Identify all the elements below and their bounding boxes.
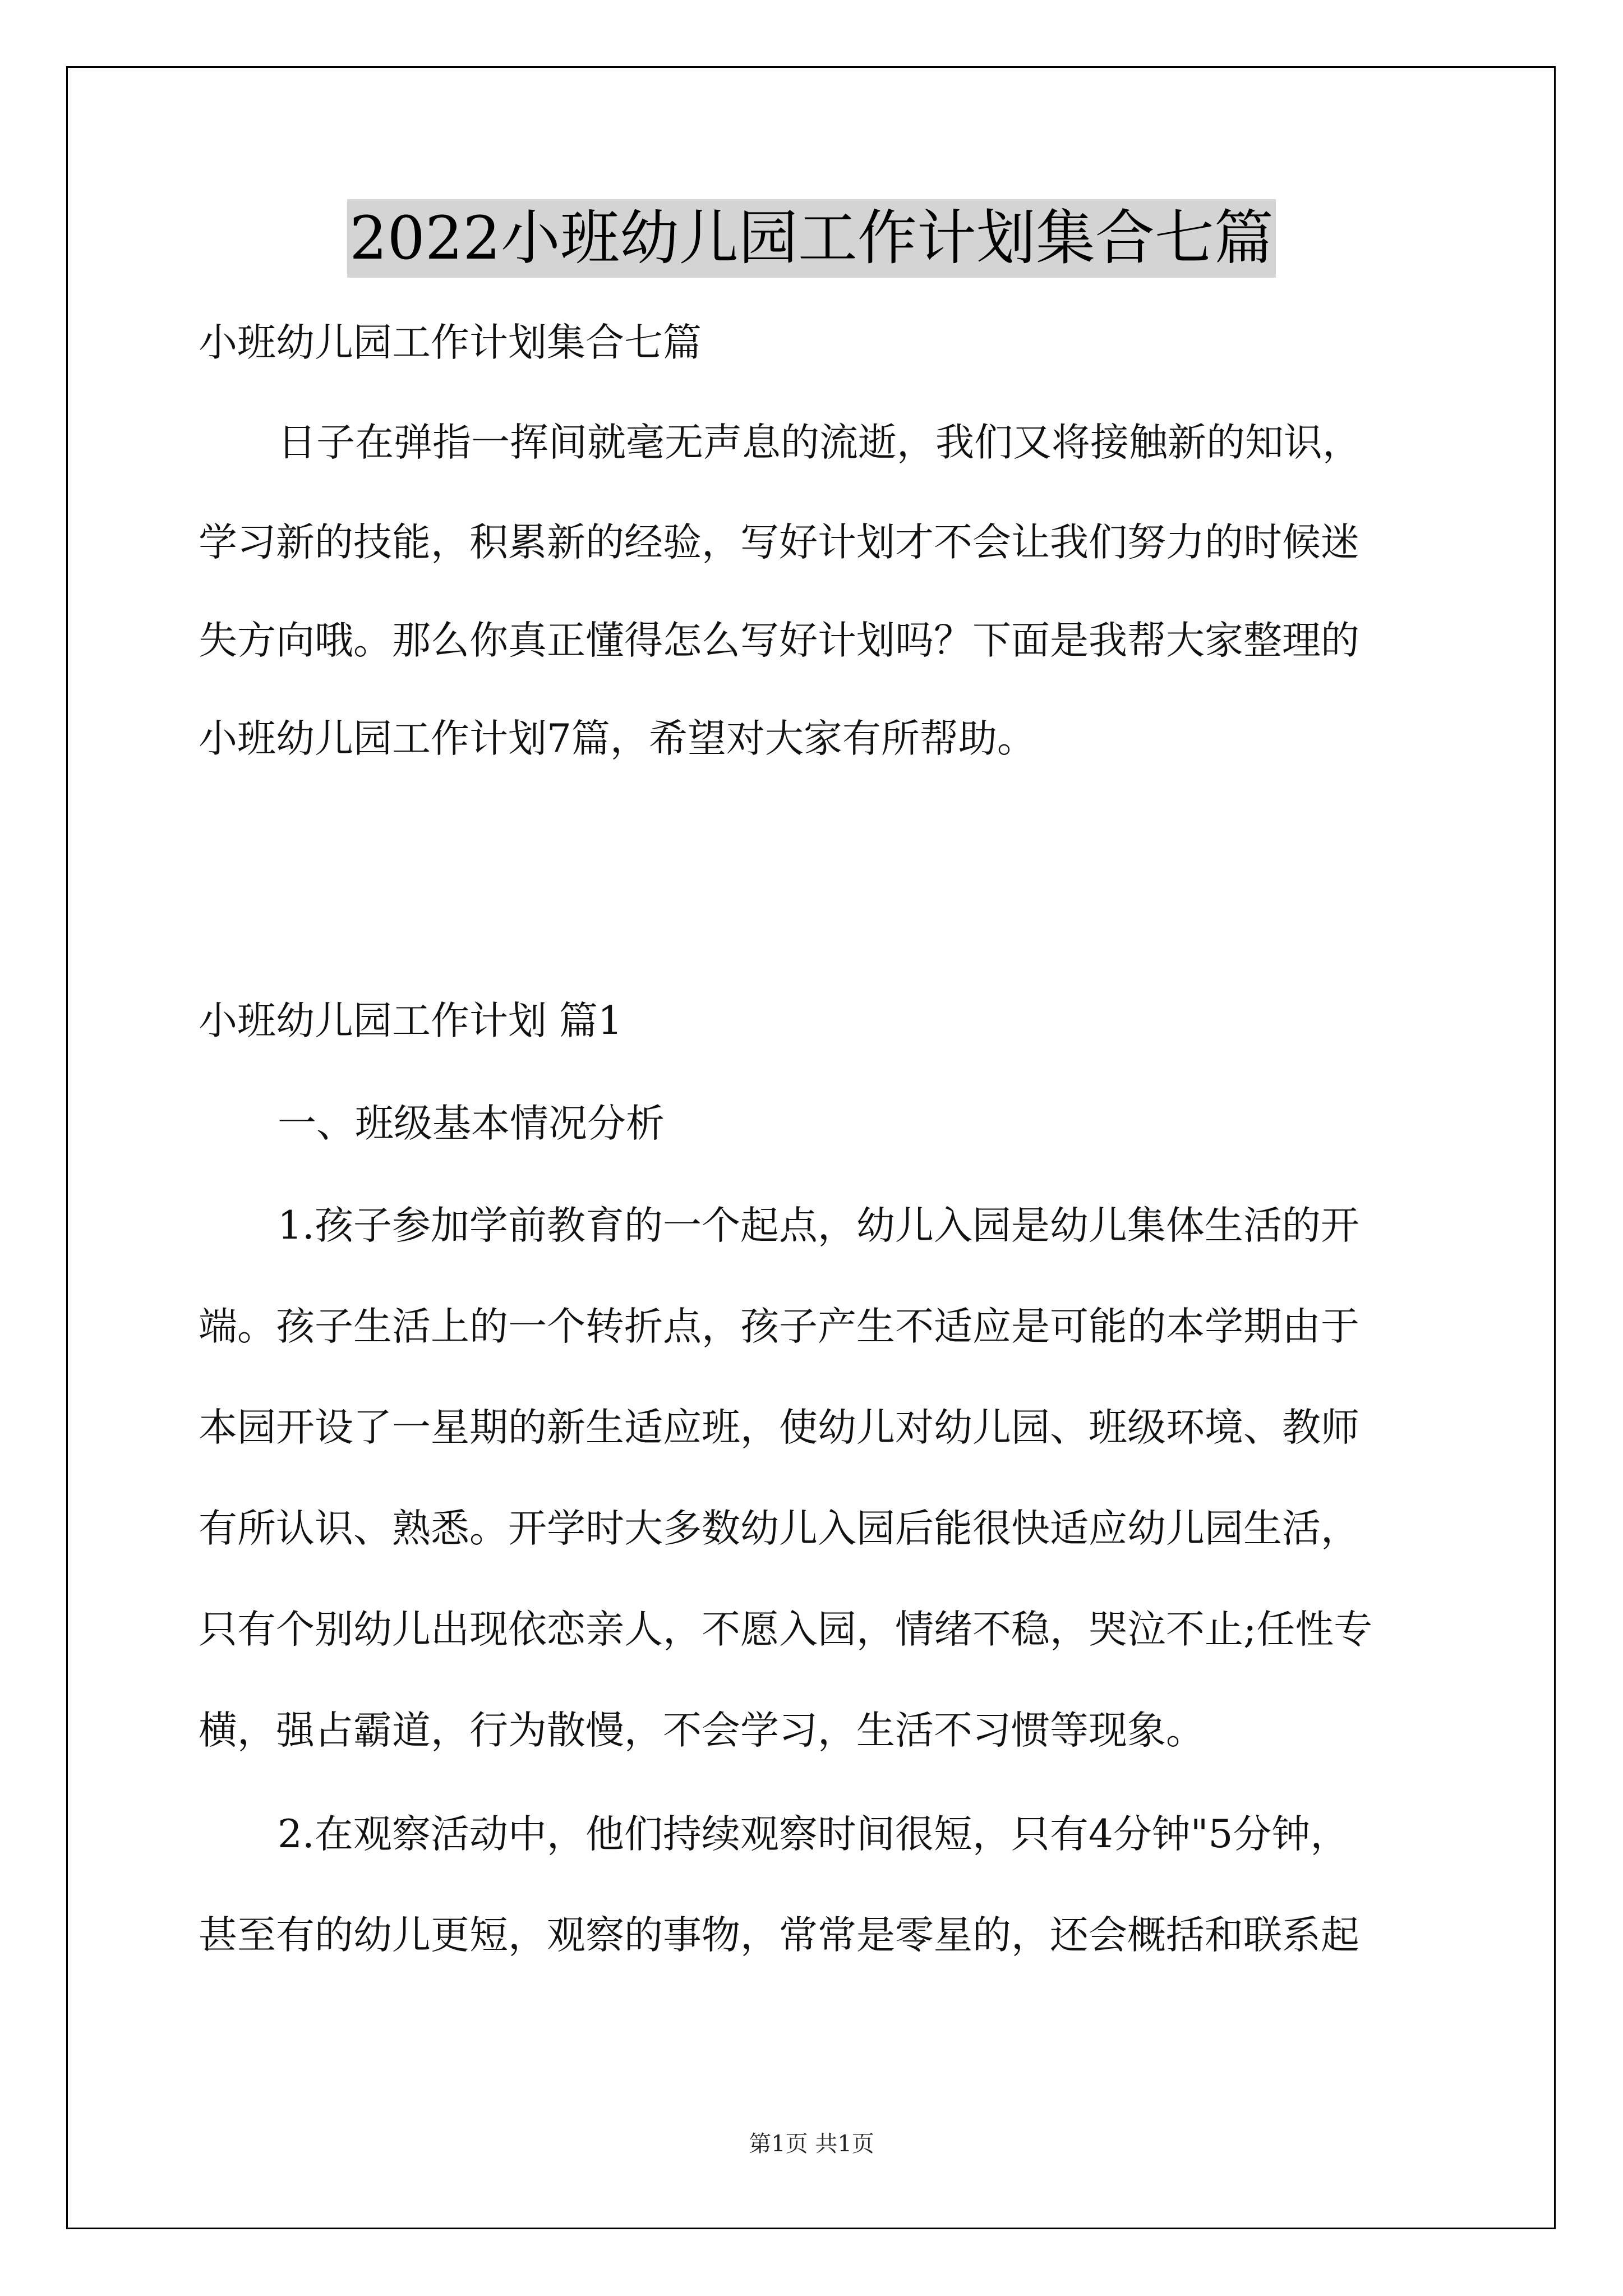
intro-line: 失方向哦。那么你真正懂得怎么写好计划吗？下面是我帮大家整理的 xyxy=(199,618,1359,663)
paragraph-line: 甚至有的幼儿更短，观察的事物，常常是零星的，还会概括和联系起 xyxy=(199,1913,1359,1958)
section-heading: 小班幼儿园工作计划 篇1 xyxy=(199,999,623,1043)
paragraph-line: 本园开设了一星期的新生适应班，使幼儿对幼儿园、班级环境、教师 xyxy=(199,1405,1359,1450)
document-title-block xyxy=(0,199,1623,278)
intro-line: 小班幼儿园工作计划7篇，希望对大家有所帮助。 xyxy=(199,716,1036,761)
page-footer: 第1页 共1页 xyxy=(749,2131,874,2157)
intro-line: 日子在弹指一挥间就毫无声息的流逝，我们又将接触新的知识， xyxy=(278,420,1361,465)
paragraph-line: 横，强占霸道，行为散慢，不会学习，生活不习惯等现象。 xyxy=(199,1708,1205,1753)
paragraph-line: 1.孩子参加学前教育的一个起点，幼儿入园是幼儿集体生活的开 xyxy=(278,1203,1359,1248)
subtitle: 小班幼儿园工作计划集合七篇 xyxy=(199,320,702,365)
paragraph-line: 有所认识、熟悉。开学时大多数幼儿入园后能很快适应幼儿园生活， xyxy=(199,1506,1359,1551)
intro-line: 学习新的技能，积累新的经验，写好计划才不会让我们努力的时候迷 xyxy=(199,520,1359,565)
paragraph-line: 端。孩子生活上的一个转折点，孩子产生不适应是可能的本学期由于 xyxy=(199,1304,1359,1349)
paragraph-line: 2.在观察活动中，他们持续观察时间很短，只有4分钟"5分钟， xyxy=(278,1812,1349,1857)
document-title: 2022小班幼儿园工作计划集合七篇 xyxy=(347,199,1276,278)
paragraph-line: 只有个别幼儿出现依恋亲人，不愿入园，情绪不稳，哭泣不止;任性专 xyxy=(199,1607,1373,1652)
subheading: 一、班级基本情况分析 xyxy=(278,1101,665,1146)
